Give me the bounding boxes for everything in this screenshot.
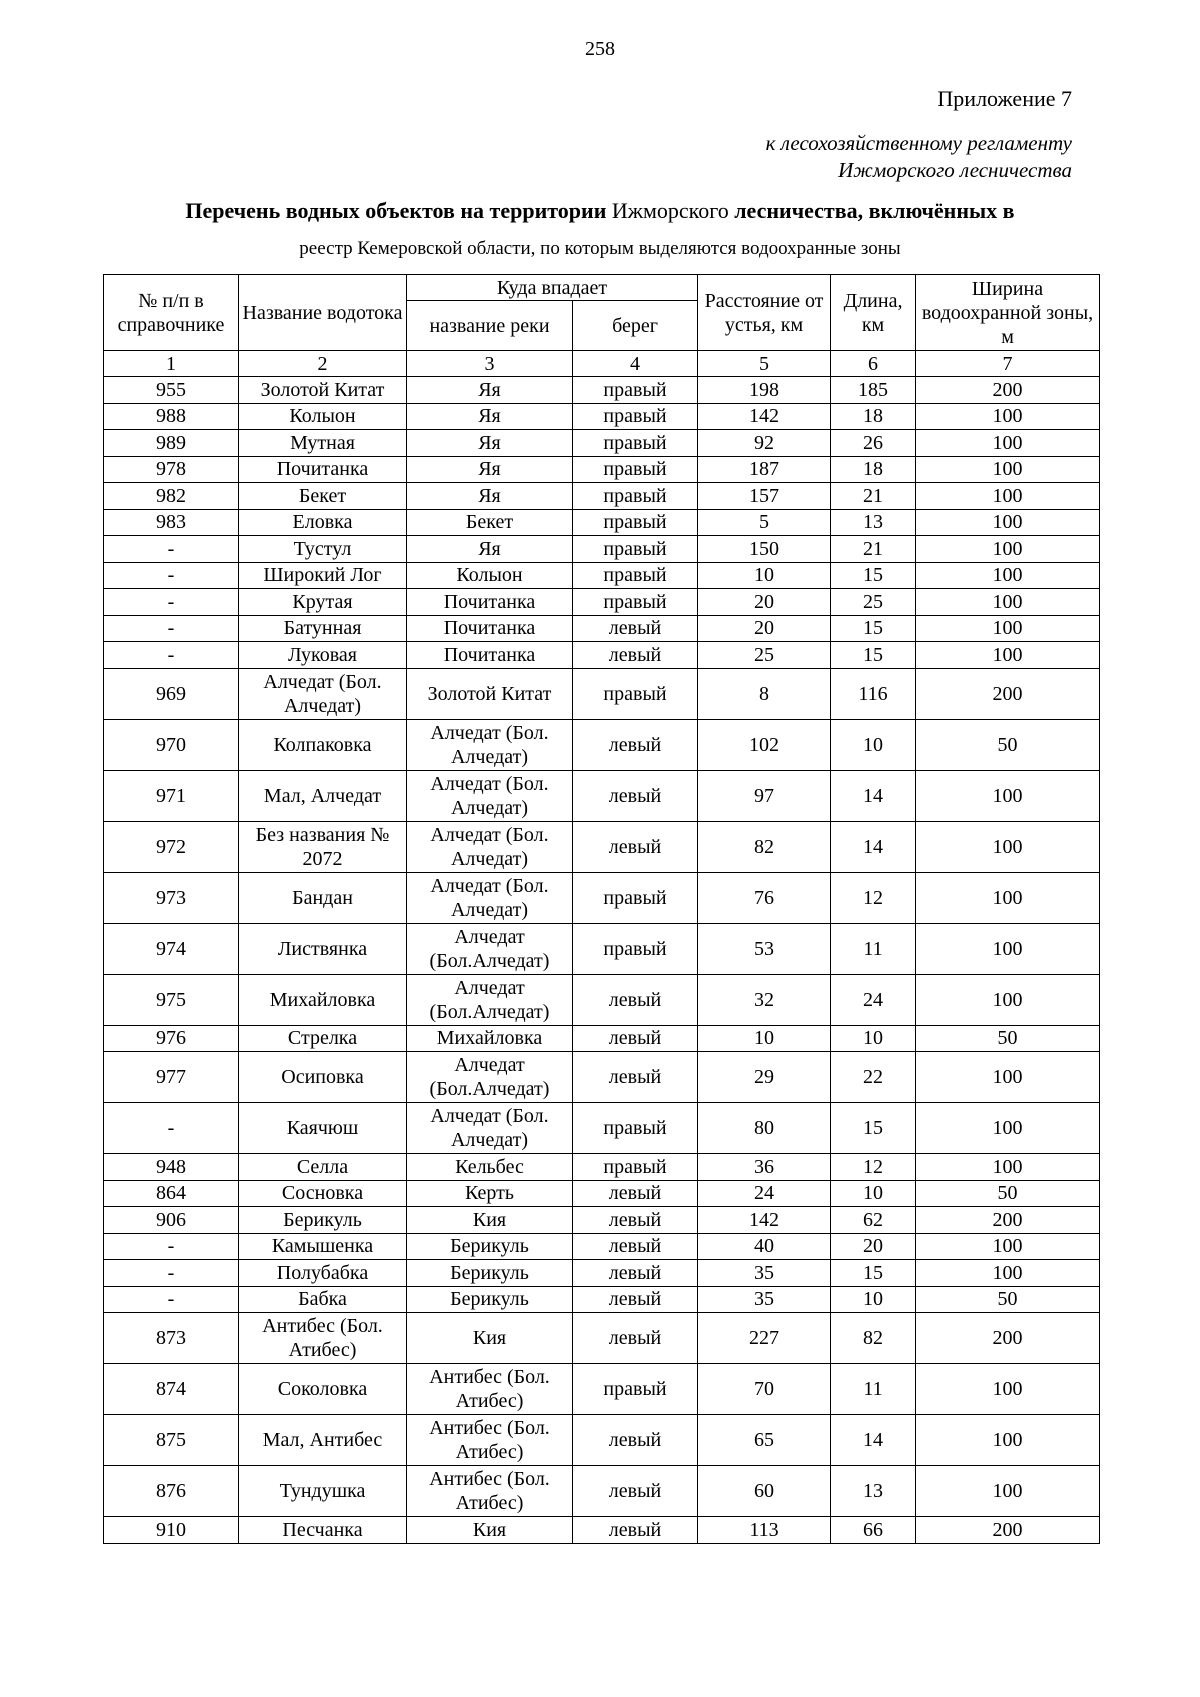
column-number: 4: [573, 351, 698, 377]
cell-river: Бекет: [407, 509, 573, 536]
cell-width: 100: [916, 589, 1100, 616]
cell-num: -: [104, 562, 239, 589]
header-width: Ширина водоохранной зоны, м: [916, 275, 1100, 351]
cell-width: 100: [916, 770, 1100, 821]
cell-length: 15: [831, 642, 916, 669]
cell-river: Алчедат (Бол. Алчедат): [407, 821, 573, 872]
table-row: [104, 923, 1100, 974]
cell-distance: 113: [698, 1517, 831, 1544]
cell-width: 200: [916, 377, 1100, 404]
table-row: [104, 1025, 1100, 1052]
cell-distance: 227: [698, 1313, 831, 1364]
cell-bank: правый: [573, 1154, 698, 1181]
cell-width: 100: [916, 1260, 1100, 1287]
table-row: [104, 1415, 1100, 1466]
column-number: 5: [698, 351, 831, 377]
cell-river: Алчедат (Бол.Алчедат): [407, 1052, 573, 1103]
cell-name: Мутная: [239, 430, 407, 457]
table-row: [104, 536, 1100, 563]
cell-name: Бабка: [239, 1286, 407, 1313]
cell-width: 200: [916, 668, 1100, 719]
cell-num: 974: [104, 923, 239, 974]
cell-num: 971: [104, 770, 239, 821]
cell-num: 982: [104, 483, 239, 510]
cell-bank: правый: [573, 403, 698, 430]
cell-river: Алчедат (Бол.Алчедат): [407, 923, 573, 974]
cell-river: Алчедат (Бол. Алчедат): [407, 719, 573, 770]
cell-num: 864: [104, 1180, 239, 1207]
table-row: [104, 821, 1100, 872]
cell-distance: 70: [698, 1364, 831, 1415]
cell-width: 100: [916, 974, 1100, 1025]
cell-length: 10: [831, 1025, 916, 1052]
cell-distance: 40: [698, 1233, 831, 1260]
cell-river: Почитанка: [407, 615, 573, 642]
cell-length: 21: [831, 536, 916, 563]
cell-river: Кия: [407, 1517, 573, 1544]
table-body: [104, 377, 1100, 1544]
cell-bank: левый: [573, 1415, 698, 1466]
cell-bank: левый: [573, 1233, 698, 1260]
cell-river: Яя: [407, 536, 573, 563]
table-row: [104, 974, 1100, 1025]
cell-distance: 8: [698, 668, 831, 719]
cell-name: Почитанка: [239, 456, 407, 483]
cell-bank: правый: [573, 1103, 698, 1154]
table-row: [104, 403, 1100, 430]
cell-river: Яя: [407, 483, 573, 510]
column-number-row: [104, 351, 1100, 377]
cell-distance: 65: [698, 1415, 831, 1466]
cell-num: 978: [104, 456, 239, 483]
header-name: Название водотока: [239, 275, 407, 351]
cell-bank: левый: [573, 1466, 698, 1517]
cell-num: 970: [104, 719, 239, 770]
cell-num: -: [104, 615, 239, 642]
cell-bank: правый: [573, 536, 698, 563]
cell-num: 989: [104, 430, 239, 457]
cell-name: Полубабка: [239, 1260, 407, 1287]
cell-width: 100: [916, 642, 1100, 669]
cell-width: 100: [916, 483, 1100, 510]
cell-length: 14: [831, 770, 916, 821]
cell-length: 20: [831, 1233, 916, 1260]
cell-name: Крутая: [239, 589, 407, 616]
table-row: [104, 1154, 1100, 1181]
cell-length: 11: [831, 1364, 916, 1415]
cell-name: Колпаковка: [239, 719, 407, 770]
cell-name: Колыон: [239, 403, 407, 430]
cell-bank: правый: [573, 562, 698, 589]
cell-distance: 53: [698, 923, 831, 974]
cell-river: Почитанка: [407, 589, 573, 616]
cell-river: Яя: [407, 456, 573, 483]
table-row: [104, 1260, 1100, 1287]
document-title: [0, 198, 1200, 224]
cell-width: 100: [916, 509, 1100, 536]
column-number: 1: [104, 351, 239, 377]
cell-bank: левый: [573, 1207, 698, 1234]
cell-name: Золотой Китат: [239, 377, 407, 404]
cell-length: 10: [831, 719, 916, 770]
cell-bank: правый: [573, 589, 698, 616]
cell-distance: 32: [698, 974, 831, 1025]
cell-distance: 35: [698, 1260, 831, 1287]
cell-bank: левый: [573, 615, 698, 642]
water-bodies-table: [103, 274, 1100, 1544]
cell-bank: правый: [573, 872, 698, 923]
header-distance: Расстояние от устья, км: [698, 275, 831, 351]
cell-num: -: [104, 1260, 239, 1287]
cell-width: 50: [916, 1180, 1100, 1207]
cell-river: Яя: [407, 377, 573, 404]
cell-width: 100: [916, 456, 1100, 483]
cell-length: 10: [831, 1180, 916, 1207]
cell-length: 62: [831, 1207, 916, 1234]
header-flows-into: Куда впадает: [407, 275, 698, 301]
cell-num: 875: [104, 1415, 239, 1466]
cell-num: 873: [104, 1313, 239, 1364]
cell-river: Алчедат (Бол. Алчедат): [407, 872, 573, 923]
cell-num: 983: [104, 509, 239, 536]
cell-name: Стрелка: [239, 1025, 407, 1052]
cell-river: Берикуль: [407, 1286, 573, 1313]
cell-num: -: [104, 536, 239, 563]
table-row: [104, 719, 1100, 770]
cell-length: 18: [831, 456, 916, 483]
table-row: [104, 456, 1100, 483]
cell-name: Листвянка: [239, 923, 407, 974]
cell-num: 973: [104, 872, 239, 923]
table-row: [104, 770, 1100, 821]
cell-length: 15: [831, 615, 916, 642]
header-bank: берег: [573, 301, 698, 351]
table-row: [104, 1180, 1100, 1207]
table-row: [104, 562, 1100, 589]
cell-name: Соколовка: [239, 1364, 407, 1415]
cell-name: Еловка: [239, 509, 407, 536]
cell-name: Сосновка: [239, 1180, 407, 1207]
cell-num: 910: [104, 1517, 239, 1544]
cell-distance: 36: [698, 1154, 831, 1181]
cell-length: 15: [831, 1103, 916, 1154]
column-number: 6: [831, 351, 916, 377]
cell-distance: 25: [698, 642, 831, 669]
cell-name: Алчедат (Бол. Алчедат): [239, 668, 407, 719]
cell-river: Золотой Китат: [407, 668, 573, 719]
cell-distance: 20: [698, 615, 831, 642]
cell-width: 50: [916, 1025, 1100, 1052]
cell-distance: 76: [698, 872, 831, 923]
cell-num: 975: [104, 974, 239, 1025]
cell-river: Берикуль: [407, 1260, 573, 1287]
table-row: [104, 615, 1100, 642]
cell-num: 955: [104, 377, 239, 404]
cell-num: 976: [104, 1025, 239, 1052]
regulation-line-1: к лесохозяйственному регламенту: [765, 131, 1072, 155]
cell-num: 977: [104, 1052, 239, 1103]
cell-num: -: [104, 642, 239, 669]
cell-name: Луковая: [239, 642, 407, 669]
cell-width: 100: [916, 1364, 1100, 1415]
cell-width: 100: [916, 615, 1100, 642]
cell-name: Берикуль: [239, 1207, 407, 1234]
page-number: 258: [585, 38, 615, 60]
cell-length: 66: [831, 1517, 916, 1544]
cell-river: Антибес (Бол. Атибес): [407, 1415, 573, 1466]
cell-bank: правый: [573, 509, 698, 536]
cell-width: 100: [916, 430, 1100, 457]
cell-width: 100: [916, 923, 1100, 974]
table-row: [104, 1364, 1100, 1415]
cell-river: Кия: [407, 1313, 573, 1364]
title-part-2: Ижморского: [606, 198, 735, 223]
cell-distance: 5: [698, 509, 831, 536]
cell-width: 100: [916, 821, 1100, 872]
table-row: [104, 1286, 1100, 1313]
cell-distance: 80: [698, 1103, 831, 1154]
cell-distance: 35: [698, 1286, 831, 1313]
cell-river: Антибес (Бол. Атибес): [407, 1466, 573, 1517]
table-row: [104, 1466, 1100, 1517]
cell-length: 14: [831, 821, 916, 872]
appendix-label: Приложение 7: [937, 86, 1072, 111]
cell-name: Тундушка: [239, 1466, 407, 1517]
cell-length: 21: [831, 483, 916, 510]
cell-name: Без названия № 2072: [239, 821, 407, 872]
cell-name: Батунная: [239, 615, 407, 642]
cell-river: Алчедат (Бол. Алчедат): [407, 770, 573, 821]
cell-name: Михайловка: [239, 974, 407, 1025]
cell-num: 874: [104, 1364, 239, 1415]
cell-bank: левый: [573, 1286, 698, 1313]
cell-river: Кельбес: [407, 1154, 573, 1181]
cell-river: Алчедат (Бол.Алчедат): [407, 974, 573, 1025]
cell-distance: 187: [698, 456, 831, 483]
cell-name: Селла: [239, 1154, 407, 1181]
cell-length: 12: [831, 872, 916, 923]
cell-length: 15: [831, 1260, 916, 1287]
cell-distance: 82: [698, 821, 831, 872]
cell-distance: 92: [698, 430, 831, 457]
cell-distance: 198: [698, 377, 831, 404]
cell-name: Мал, Алчедат: [239, 770, 407, 821]
cell-bank: правый: [573, 668, 698, 719]
header-num: № п/п в справочнике: [104, 275, 239, 351]
cell-bank: правый: [573, 377, 698, 404]
cell-width: 100: [916, 403, 1100, 430]
cell-bank: левый: [573, 1025, 698, 1052]
column-number: 2: [239, 351, 407, 377]
cell-river: Керть: [407, 1180, 573, 1207]
table-row: [104, 1103, 1100, 1154]
cell-distance: 10: [698, 562, 831, 589]
cell-river: Кия: [407, 1207, 573, 1234]
cell-num: 906: [104, 1207, 239, 1234]
cell-bank: левый: [573, 821, 698, 872]
cell-name: Тустул: [239, 536, 407, 563]
cell-river: Яя: [407, 430, 573, 457]
header-length: Длина, км: [831, 275, 916, 351]
cell-width: 100: [916, 1415, 1100, 1466]
cell-bank: правый: [573, 923, 698, 974]
regulation-line-2: Ижморского лесничества: [838, 158, 1072, 182]
cell-bank: правый: [573, 456, 698, 483]
cell-distance: 102: [698, 719, 831, 770]
table-row: [104, 430, 1100, 457]
cell-name: Бекет: [239, 483, 407, 510]
cell-width: 200: [916, 1313, 1100, 1364]
cell-bank: левый: [573, 719, 698, 770]
cell-river: Берикуль: [407, 1233, 573, 1260]
cell-distance: 24: [698, 1180, 831, 1207]
table-row: [104, 1233, 1100, 1260]
cell-length: 26: [831, 430, 916, 457]
table-row: [104, 642, 1100, 669]
cell-name: Камышенка: [239, 1233, 407, 1260]
table-row: [104, 377, 1100, 404]
cell-name: Песчанка: [239, 1517, 407, 1544]
cell-distance: 142: [698, 403, 831, 430]
cell-width: 100: [916, 562, 1100, 589]
cell-bank: правый: [573, 483, 698, 510]
cell-length: 12: [831, 1154, 916, 1181]
cell-bank: левый: [573, 974, 698, 1025]
cell-num: 876: [104, 1466, 239, 1517]
cell-distance: 150: [698, 536, 831, 563]
title-part-1: Перечень водных объектов на территории: [185, 198, 607, 223]
cell-name: Бандан: [239, 872, 407, 923]
cell-width: 200: [916, 1517, 1100, 1544]
table-row: [104, 1207, 1100, 1234]
cell-width: 100: [916, 536, 1100, 563]
cell-num: 969: [104, 668, 239, 719]
cell-river: Почитанка: [407, 642, 573, 669]
regulation-caption: [766, 130, 1072, 184]
cell-width: 100: [916, 1103, 1100, 1154]
cell-bank: левый: [573, 770, 698, 821]
cell-length: 185: [831, 377, 916, 404]
cell-distance: 20: [698, 589, 831, 616]
cell-river: Антибес (Бол. Атибес): [407, 1364, 573, 1415]
cell-width: 100: [916, 1233, 1100, 1260]
cell-num: 948: [104, 1154, 239, 1181]
cell-bank: левый: [573, 642, 698, 669]
document-subtitle: реестр Кемеровской области, по которым выделяются водоохранные зоны: [299, 238, 901, 259]
table-row: [104, 872, 1100, 923]
cell-length: 11: [831, 923, 916, 974]
cell-length: 14: [831, 1415, 916, 1466]
cell-distance: 10: [698, 1025, 831, 1052]
cell-width: 100: [916, 1154, 1100, 1181]
cell-bank: левый: [573, 1517, 698, 1544]
cell-length: 82: [831, 1313, 916, 1364]
cell-bank: левый: [573, 1313, 698, 1364]
table-row: [104, 1052, 1100, 1103]
cell-name: Каячюш: [239, 1103, 407, 1154]
cell-bank: правый: [573, 1364, 698, 1415]
cell-width: 100: [916, 1466, 1100, 1517]
cell-distance: 60: [698, 1466, 831, 1517]
cell-river: Колыон: [407, 562, 573, 589]
cell-length: 116: [831, 668, 916, 719]
cell-length: 13: [831, 1466, 916, 1517]
cell-width: 50: [916, 1286, 1100, 1313]
cell-name: Мал, Антибес: [239, 1415, 407, 1466]
cell-distance: 29: [698, 1052, 831, 1103]
column-number: 3: [407, 351, 573, 377]
column-number: 7: [916, 351, 1100, 377]
cell-length: 24: [831, 974, 916, 1025]
cell-length: 25: [831, 589, 916, 616]
table-row: [104, 1313, 1100, 1364]
cell-num: -: [104, 1103, 239, 1154]
cell-distance: 97: [698, 770, 831, 821]
cell-river: Яя: [407, 403, 573, 430]
cell-length: 10: [831, 1286, 916, 1313]
cell-num: -: [104, 1286, 239, 1313]
cell-num: -: [104, 589, 239, 616]
cell-width: 200: [916, 1207, 1100, 1234]
cell-width: 100: [916, 872, 1100, 923]
cell-name: Антибес (Бол. Атибес): [239, 1313, 407, 1364]
cell-distance: 157: [698, 483, 831, 510]
cell-bank: левый: [573, 1052, 698, 1103]
cell-num: 988: [104, 403, 239, 430]
table-row: [104, 589, 1100, 616]
table-row: [104, 668, 1100, 719]
cell-name: Осиповка: [239, 1052, 407, 1103]
cell-river: Михайловка: [407, 1025, 573, 1052]
cell-width: 50: [916, 719, 1100, 770]
cell-length: 15: [831, 562, 916, 589]
cell-num: -: [104, 1233, 239, 1260]
cell-bank: левый: [573, 1260, 698, 1287]
cell-length: 18: [831, 403, 916, 430]
header-river-name: название реки: [407, 301, 573, 351]
cell-name: Широкий Лог: [239, 562, 407, 589]
table-row: [104, 509, 1100, 536]
cell-river: Алчедат (Бол. Алчедат): [407, 1103, 573, 1154]
cell-distance: 142: [698, 1207, 831, 1234]
cell-width: 100: [916, 1052, 1100, 1103]
table-row: [104, 1517, 1100, 1544]
cell-length: 22: [831, 1052, 916, 1103]
cell-length: 13: [831, 509, 916, 536]
table-row: [104, 483, 1100, 510]
cell-num: 972: [104, 821, 239, 872]
cell-bank: правый: [573, 430, 698, 457]
cell-bank: левый: [573, 1180, 698, 1207]
title-part-3: лесничества, включённых в: [734, 198, 1015, 223]
